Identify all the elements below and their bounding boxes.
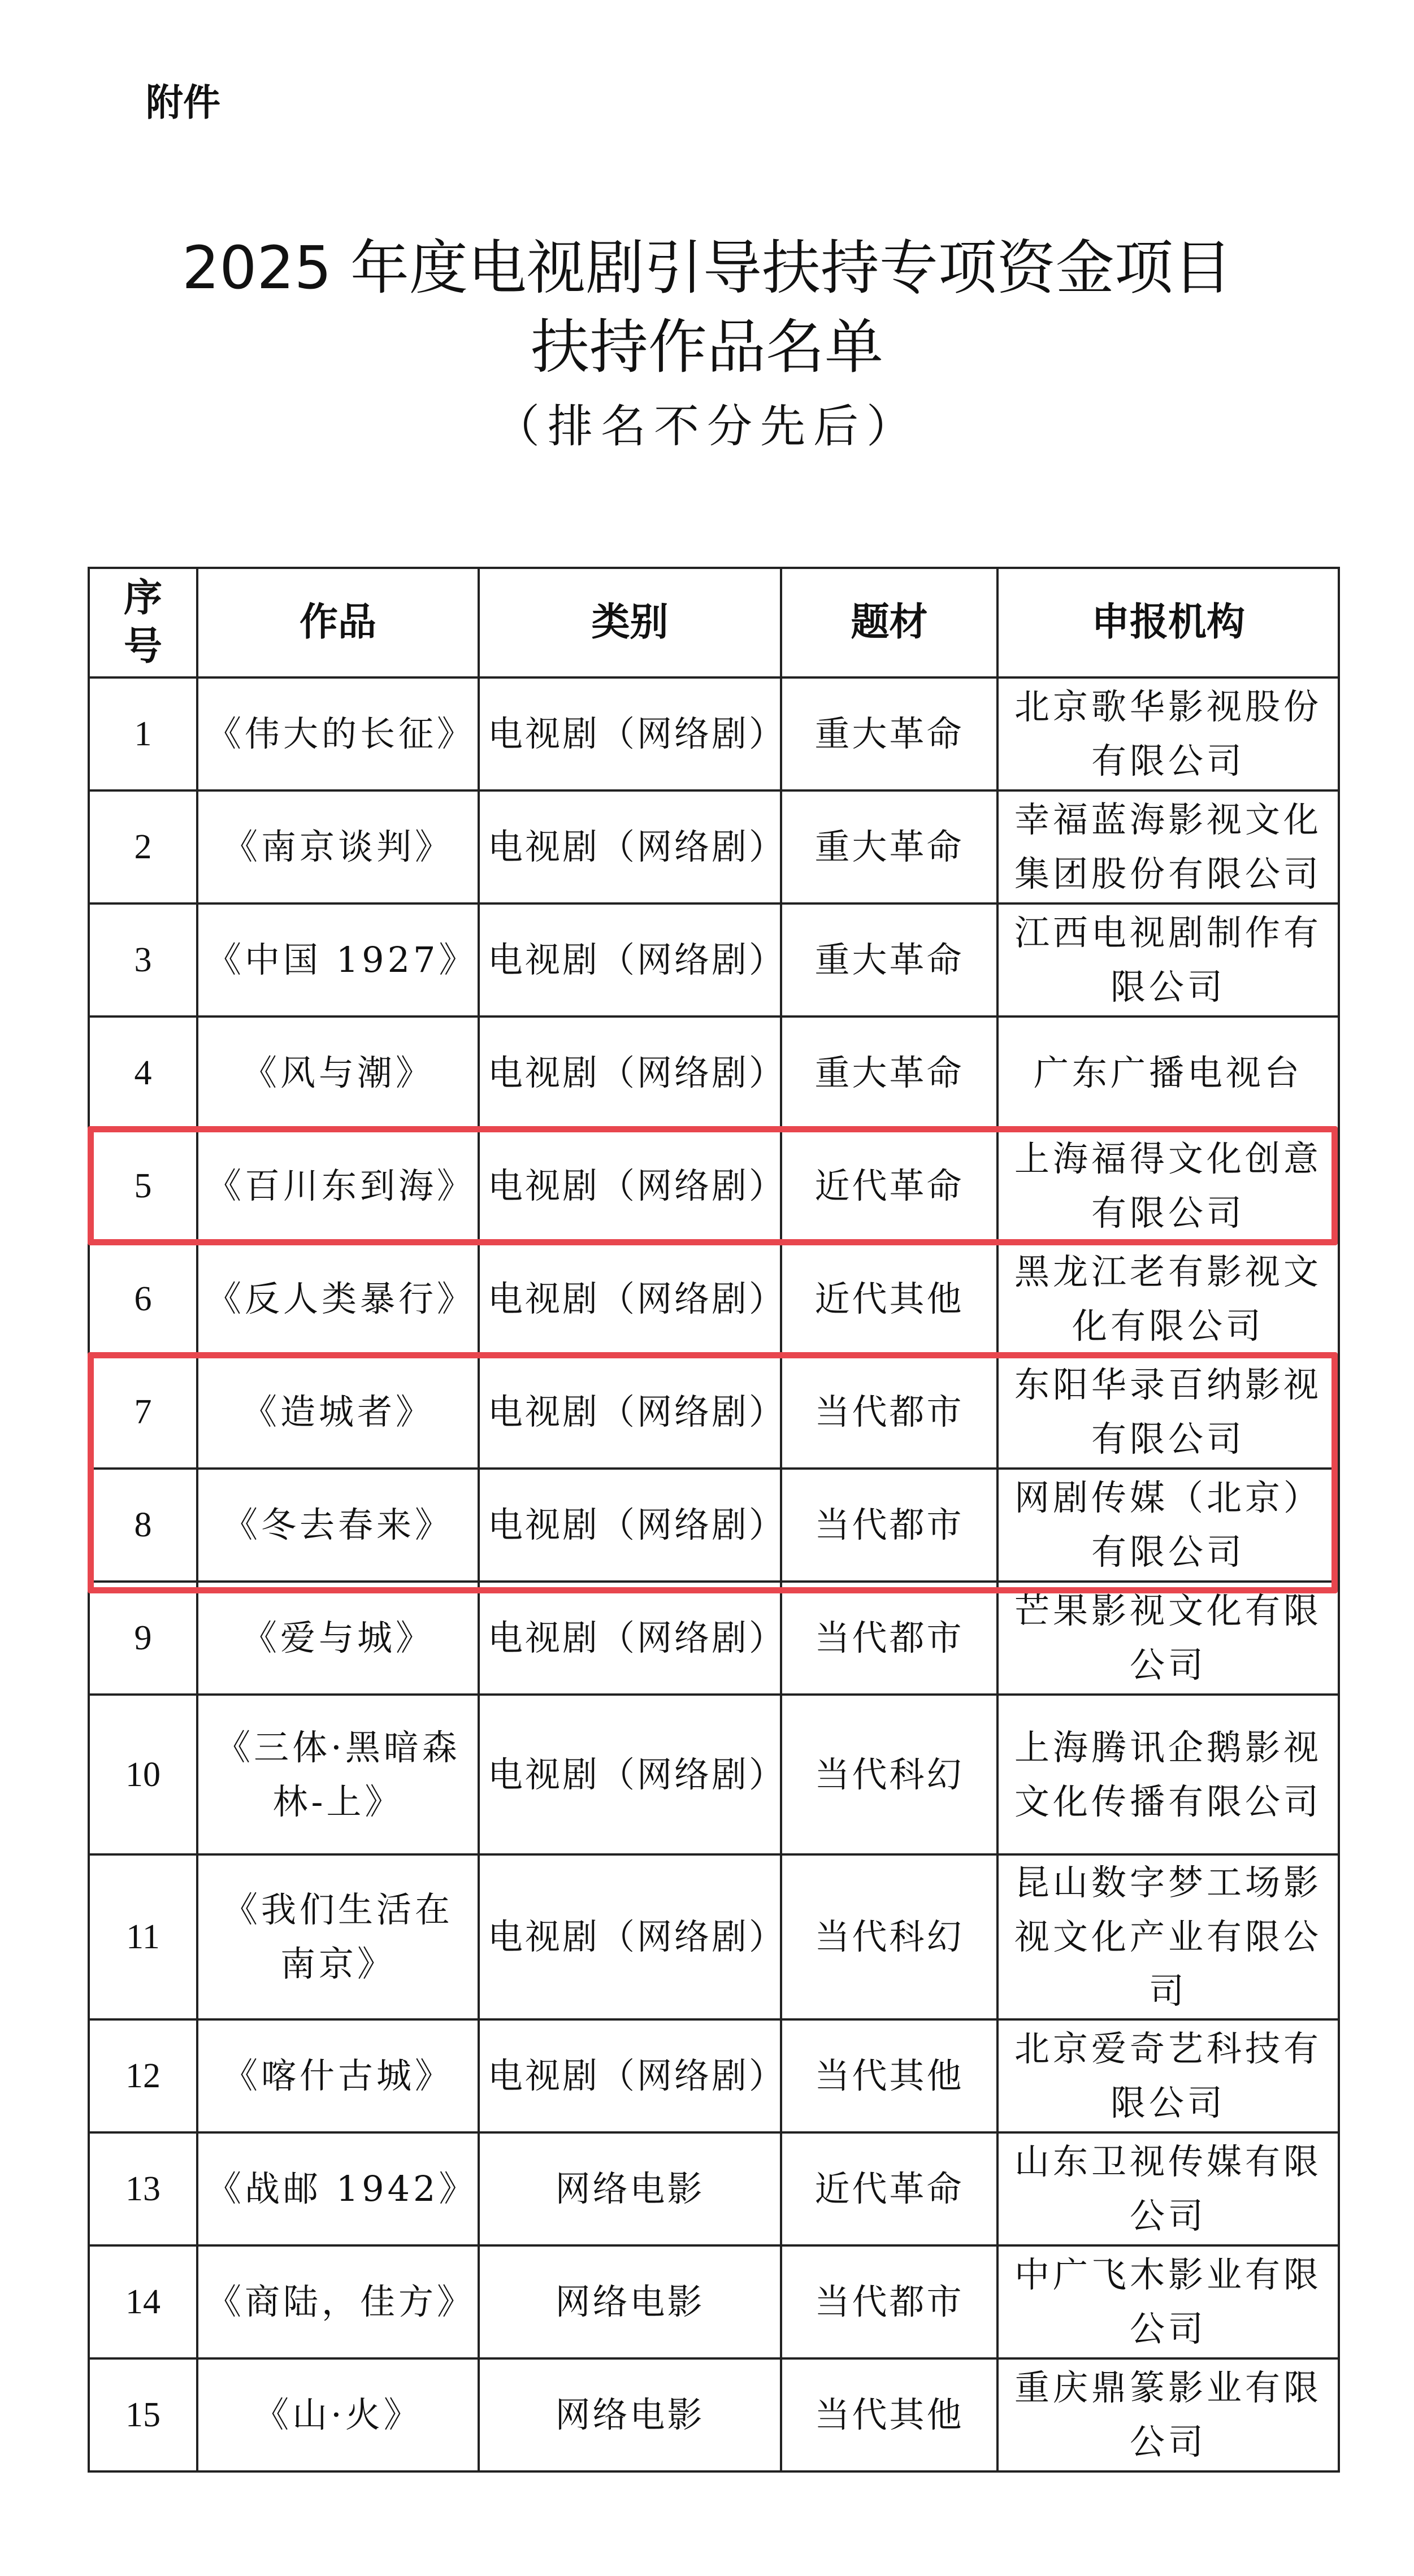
attachment-label: 附件 (146, 81, 220, 124)
row-org: 北京歌华影视股份有限公司 (997, 677, 1339, 790)
row-title: 《商陆，佳方》 (197, 2245, 479, 2358)
row-org: 黑龙江老有影视文化有限公司 (997, 1243, 1339, 1356)
row-title: 《三体·黑暗森林-上》 (197, 1695, 479, 1854)
row-theme: 当代都市 (781, 2245, 997, 2358)
table-row (89, 1130, 1339, 1243)
row-no: 1 (89, 677, 197, 790)
row-no: 15 (89, 2358, 197, 2471)
row-title: 《喀什古城》 (197, 2019, 479, 2132)
row-theme: 当代其他 (781, 2358, 997, 2471)
header-no: 序号 (89, 568, 197, 677)
header-org: 申报机构 (997, 568, 1339, 677)
table-row (89, 1243, 1339, 1356)
row-title: 《山·火》 (197, 2358, 479, 2471)
funding-list-table (88, 567, 1340, 2473)
table-row (89, 1695, 1339, 1854)
row-category: 电视剧（网络剧） (479, 2019, 781, 2132)
row-category: 网络电影 (479, 2132, 781, 2245)
row-category: 电视剧（网络剧） (479, 790, 781, 903)
row-category: 网络电影 (479, 2245, 781, 2358)
row-category: 电视剧（网络剧） (479, 1356, 781, 1469)
row-org: 中广飞木影业有限公司 (997, 2245, 1339, 2358)
row-no: 11 (89, 1854, 197, 2019)
row-theme: 当代都市 (781, 1582, 997, 1695)
header-category: 类别 (479, 568, 781, 677)
row-title: 《风与潮》 (197, 1017, 479, 1130)
row-org: 重庆鼎篆影业有限公司 (997, 2358, 1339, 2471)
row-theme: 当代都市 (781, 1469, 997, 1582)
row-no: 12 (89, 2019, 197, 2132)
row-theme: 近代革命 (781, 2132, 997, 2245)
row-category: 网络电影 (479, 2358, 781, 2471)
row-title: 《中国 1927》 (197, 903, 479, 1017)
row-title: 《爱与城》 (197, 1582, 479, 1695)
document-subtitle: （排名不分先后） (495, 400, 919, 453)
table-row (89, 2245, 1339, 2358)
row-no: 2 (89, 790, 197, 903)
row-category: 电视剧（网络剧） (479, 1130, 781, 1243)
row-org: 东阳华录百纳影视有限公司 (997, 1356, 1339, 1469)
row-theme: 重大革命 (781, 903, 997, 1017)
row-category: 电视剧（网络剧） (479, 677, 781, 790)
row-theme: 重大革命 (781, 1017, 997, 1130)
row-org: 芒果影视文化有限公司 (997, 1582, 1339, 1695)
row-category: 电视剧（网络剧） (479, 1469, 781, 1582)
table-row (89, 1017, 1339, 1130)
table-row (89, 903, 1339, 1017)
table-row (89, 2358, 1339, 2471)
row-title: 《我们生活在南京》 (197, 1854, 479, 2019)
row-org: 上海腾讯企鹅影视文化传播有限公司 (997, 1695, 1339, 1854)
row-no: 13 (89, 2132, 197, 2245)
row-no: 7 (89, 1356, 197, 1469)
row-category: 电视剧（网络剧） (479, 1243, 781, 1356)
row-theme: 当代科幻 (781, 1854, 997, 2019)
row-theme: 重大革命 (781, 677, 997, 790)
row-org: 网剧传媒（北京）有限公司 (997, 1469, 1339, 1582)
row-title: 《百川东到海》 (197, 1130, 479, 1243)
document-title-line1: 2025 年度电视剧引导扶持专项资金项目 (182, 233, 1232, 302)
row-title: 《冬去春来》 (197, 1469, 479, 1582)
row-category: 电视剧（网络剧） (479, 903, 781, 1017)
row-category: 电视剧（网络剧） (479, 1582, 781, 1695)
row-theme: 近代其他 (781, 1243, 997, 1356)
table-row (89, 790, 1339, 903)
row-theme: 近代革命 (781, 1130, 997, 1243)
table-row (89, 2019, 1339, 2132)
row-no: 10 (89, 1695, 197, 1854)
row-category: 电视剧（网络剧） (479, 1854, 781, 2019)
row-theme: 当代都市 (781, 1356, 997, 1469)
row-no: 3 (89, 903, 197, 1017)
row-category: 电视剧（网络剧） (479, 1695, 781, 1854)
row-org: 北京爱奇艺科技有限公司 (997, 2019, 1339, 2132)
row-org: 昆山数字梦工场影视文化产业有限公司 (997, 1854, 1339, 2019)
row-title: 《造城者》 (197, 1356, 479, 1469)
row-theme: 当代科幻 (781, 1695, 997, 1854)
row-org: 江西电视剧制作有限公司 (997, 903, 1339, 1017)
row-org: 幸福蓝海影视文化集团股份有限公司 (997, 790, 1339, 903)
row-theme: 当代其他 (781, 2019, 997, 2132)
row-no: 14 (89, 2245, 197, 2358)
row-title: 《战邮 1942》 (197, 2132, 479, 2245)
row-org: 广东广播电视台 (997, 1017, 1339, 1130)
header-title: 作品 (197, 568, 479, 677)
table-row (89, 1356, 1339, 1469)
row-no: 5 (89, 1130, 197, 1243)
row-title: 《南京谈判》 (197, 790, 479, 903)
row-category: 电视剧（网络剧） (479, 1017, 781, 1130)
table-header-row (89, 568, 1339, 677)
row-org: 上海福得文化创意有限公司 (997, 1130, 1339, 1243)
document-title-line2: 扶持作品名单 (530, 312, 883, 381)
row-org: 山东卫视传媒有限公司 (997, 2132, 1339, 2245)
row-no: 8 (89, 1469, 197, 1582)
table-row (89, 1469, 1339, 1582)
row-theme: 重大革命 (781, 790, 997, 903)
row-title: 《反人类暴行》 (197, 1243, 479, 1356)
row-no: 4 (89, 1017, 197, 1130)
row-title: 《伟大的长征》 (197, 677, 479, 790)
row-no: 9 (89, 1582, 197, 1695)
table-row (89, 677, 1339, 790)
table-row (89, 2132, 1339, 2245)
table-row (89, 1854, 1339, 2019)
table-row (89, 1582, 1339, 1695)
row-no: 6 (89, 1243, 197, 1356)
header-theme: 题材 (781, 568, 997, 677)
